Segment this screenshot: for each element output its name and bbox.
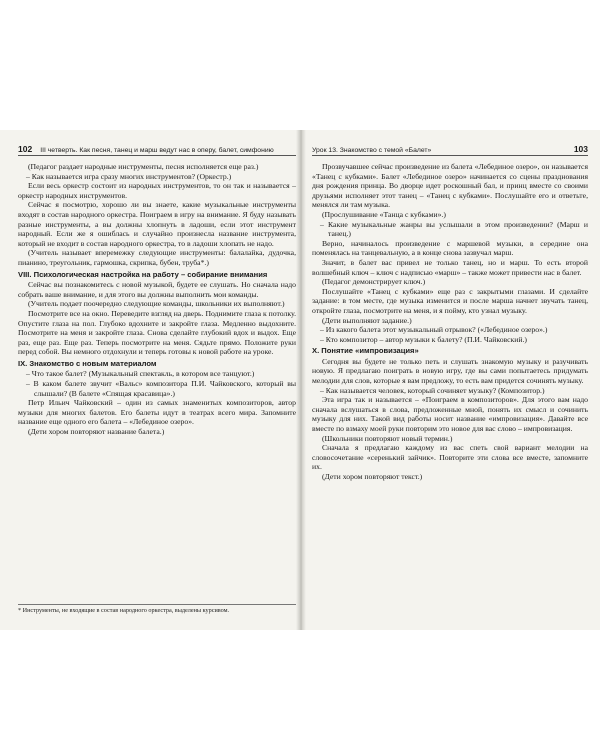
left-page-number: 102 <box>18 144 33 154</box>
book-spread <box>0 130 600 630</box>
right-running-header <box>312 144 588 156</box>
paragraph: (Педагог демонстрирует ключ.) <box>322 277 426 287</box>
book-gutter <box>296 130 306 630</box>
paragraph: Эта игра так и называется – «Поиграем в композиторов». Для этого вам надо сначала вслушаться в слова, предложенные мной, понять их смысл и сочинить музыку для них. Такой вид работы носит название «импровизация». Давайте все вместе по взмаху моей руки повторим это новое для вас слово – импровизация. <box>312 395 588 434</box>
left-page-body <box>18 162 296 437</box>
right-page-number: 103 <box>573 144 588 154</box>
paragraph: Верно, начиналось произведение с маршевой музыки, в середине она поменялась на танцевальную, а в конце снова зазвучал марш. <box>312 238 588 258</box>
dialogue-line: – Как называется игра сразу многих инструментов? (Оркестр.) <box>26 171 232 181</box>
paragraph: (Школьники повторяют новый термин.) <box>322 433 453 443</box>
right-page-body <box>312 162 588 482</box>
paragraph: Сначала я предлагаю каждому из вас спеть свой вариант мелодии на словосочетание «серенький зайчик». Повторите эти слова все вместе, запомните их. <box>312 443 588 472</box>
paragraph: (Прослушивание «Танца с кубками».) <box>322 209 446 219</box>
section-heading-10: X. Понятие «импровизация» <box>312 346 419 356</box>
paragraph: Сейчас вы познакомитесь с новой музыкой, будете ее слушать. Но сначала надо собрать ваше внимание, и для этого вы должны выполнить мои команды. <box>18 280 296 299</box>
paragraph: Значит, в балет вас привел не только танец, но и марш. То есть второй волшебный ключ – ключ с надписью «марш» – также может привести нас в балет. <box>312 257 588 277</box>
right-header-title: Урок 13. Знакомство с темой «Балет» <box>312 147 432 154</box>
section-heading-8: VIII. Психологическая настройка на работу – собирание внимания <box>18 269 268 279</box>
right-page <box>312 144 588 482</box>
paragraph: Сегодня вы будете не только петь и слушать знакомую музыку и разучивать новую. Я предлагаю поиграть в новую игру, где вы сами попытаетесь придумать мелодии для слов, которые я вам предложу, то есть вам придется сочинять музыку. <box>312 356 588 386</box>
dialogue-line: – Из какого балета этот музыкальный отрывок? («Лебединое озеро».) <box>320 325 548 335</box>
dialogue-line: – В каком балете звучит «Вальс» композитора П.И. Чайковского, который вы слышали? (В балете «Спящая красавица».) <box>26 379 297 398</box>
left-header-title: III четверть. Как песня, танец и марш ведут нас в оперу, балет, симфонию <box>40 147 274 154</box>
paragraph: Петр Ильич Чайковский – один из самых знаменитых композиторов, автор музыки для многих балетов. Его балеты идут в театрах всего мира. Запомните название еще одного его балета – «Лебединое озеро». <box>18 398 296 427</box>
paragraph: (Педагог раздает народные инструменты, песня исполняется еще раз.) <box>28 162 259 171</box>
paragraph: Послушайте «Танец с кубками» еще раз с закрытыми глазами. И сделайте задание: в том месте, где музыка изменится и после марша начнет звучать танец, откройте глаза, посмотрите на меня, и я пойму, кто узнал музыку. <box>312 286 588 315</box>
paragraph: Если весь оркестр состоит из народных инструментов, то он так и называется – оркестр народных инструментов. <box>18 181 296 200</box>
dialogue-line: – Кто композитор – автор музыки к балету? (П.И. Чайковский.) <box>320 334 527 344</box>
paragraph: (Дети выполняют задание.) <box>322 315 412 325</box>
dialogue-line: – Какие музыкальные жанры вы услышали в этом произведении? (Марш и танец.) <box>320 219 588 239</box>
left-page <box>18 144 296 437</box>
section-heading-9: IX. Знакомство с новым материалом <box>18 358 157 368</box>
paragraph: (Учитель называет вперемежку следующие инструменты: балалайка, дудочка, пианино, треугольник, гармошка, скрипка, бубен, труба*.) <box>18 248 296 267</box>
left-running-header <box>18 144 296 156</box>
paragraph: (Дети хором повторяют текст.) <box>322 472 423 481</box>
dialogue-line: – Как называется человек, который сочиняет музыку? (Композитор.) <box>320 385 545 395</box>
paragraph: (Дети хором повторяют название балета.) <box>28 427 165 437</box>
footnote: * Инструменты, не входящие в состав народного оркестра, выделены курсивом. <box>18 604 296 615</box>
paragraph: Сейчас я посмотрю, хорошо ли вы знаете, какие музыкальные инструменты входят в состав народного оркестра. Поиграем в игру на внимание. Я буду называть разные инструменты, а вы должны хлопнуть в ладоши, если этот инструмент народный. Если же я ошиблась и случайно произнесла название инструмента, который не входит в состав народного оркестра, то в ладоши хлопать не надо. <box>18 200 296 248</box>
dialogue-line: – Что такое балет? (Музыкальный спектакль, в котором все танцуют.) <box>26 369 255 379</box>
paragraph: Посмотрите все на окно. Переведите взгляд на дверь. Поднимите глаза к потолку. Опустите глаза на пол. Глубоко вдохните и закройте глаза. Медленно выдохните. Посмотрите на меня и закройте глаза. Снова сделайте глубокий вдох и выдох. Еще раз, еще раз. Еще раз. Теперь посмотрите на меня. Сядьте прямо. Положите руки перед собой. Вы немного отдохнули и теперь готовы к новой работе на уроке. <box>18 308 296 357</box>
paragraph: (Учитель подает поочередно следующие команды, школьники их выполняют.) <box>28 299 285 309</box>
paragraph: Прозвучавшее сейчас произведение из балета «Лебединое озеро», он называется «Танец с кубками». Балет «Лебединое озеро» начинается со сцены празднования дня рождения принца. Во дворце идет роскошный бал, и принц вместе со своими друзьями исполняет этот танец – «Танец с кубками». Послушайте его и ответьте, менялся ли там музыка. <box>312 162 588 210</box>
